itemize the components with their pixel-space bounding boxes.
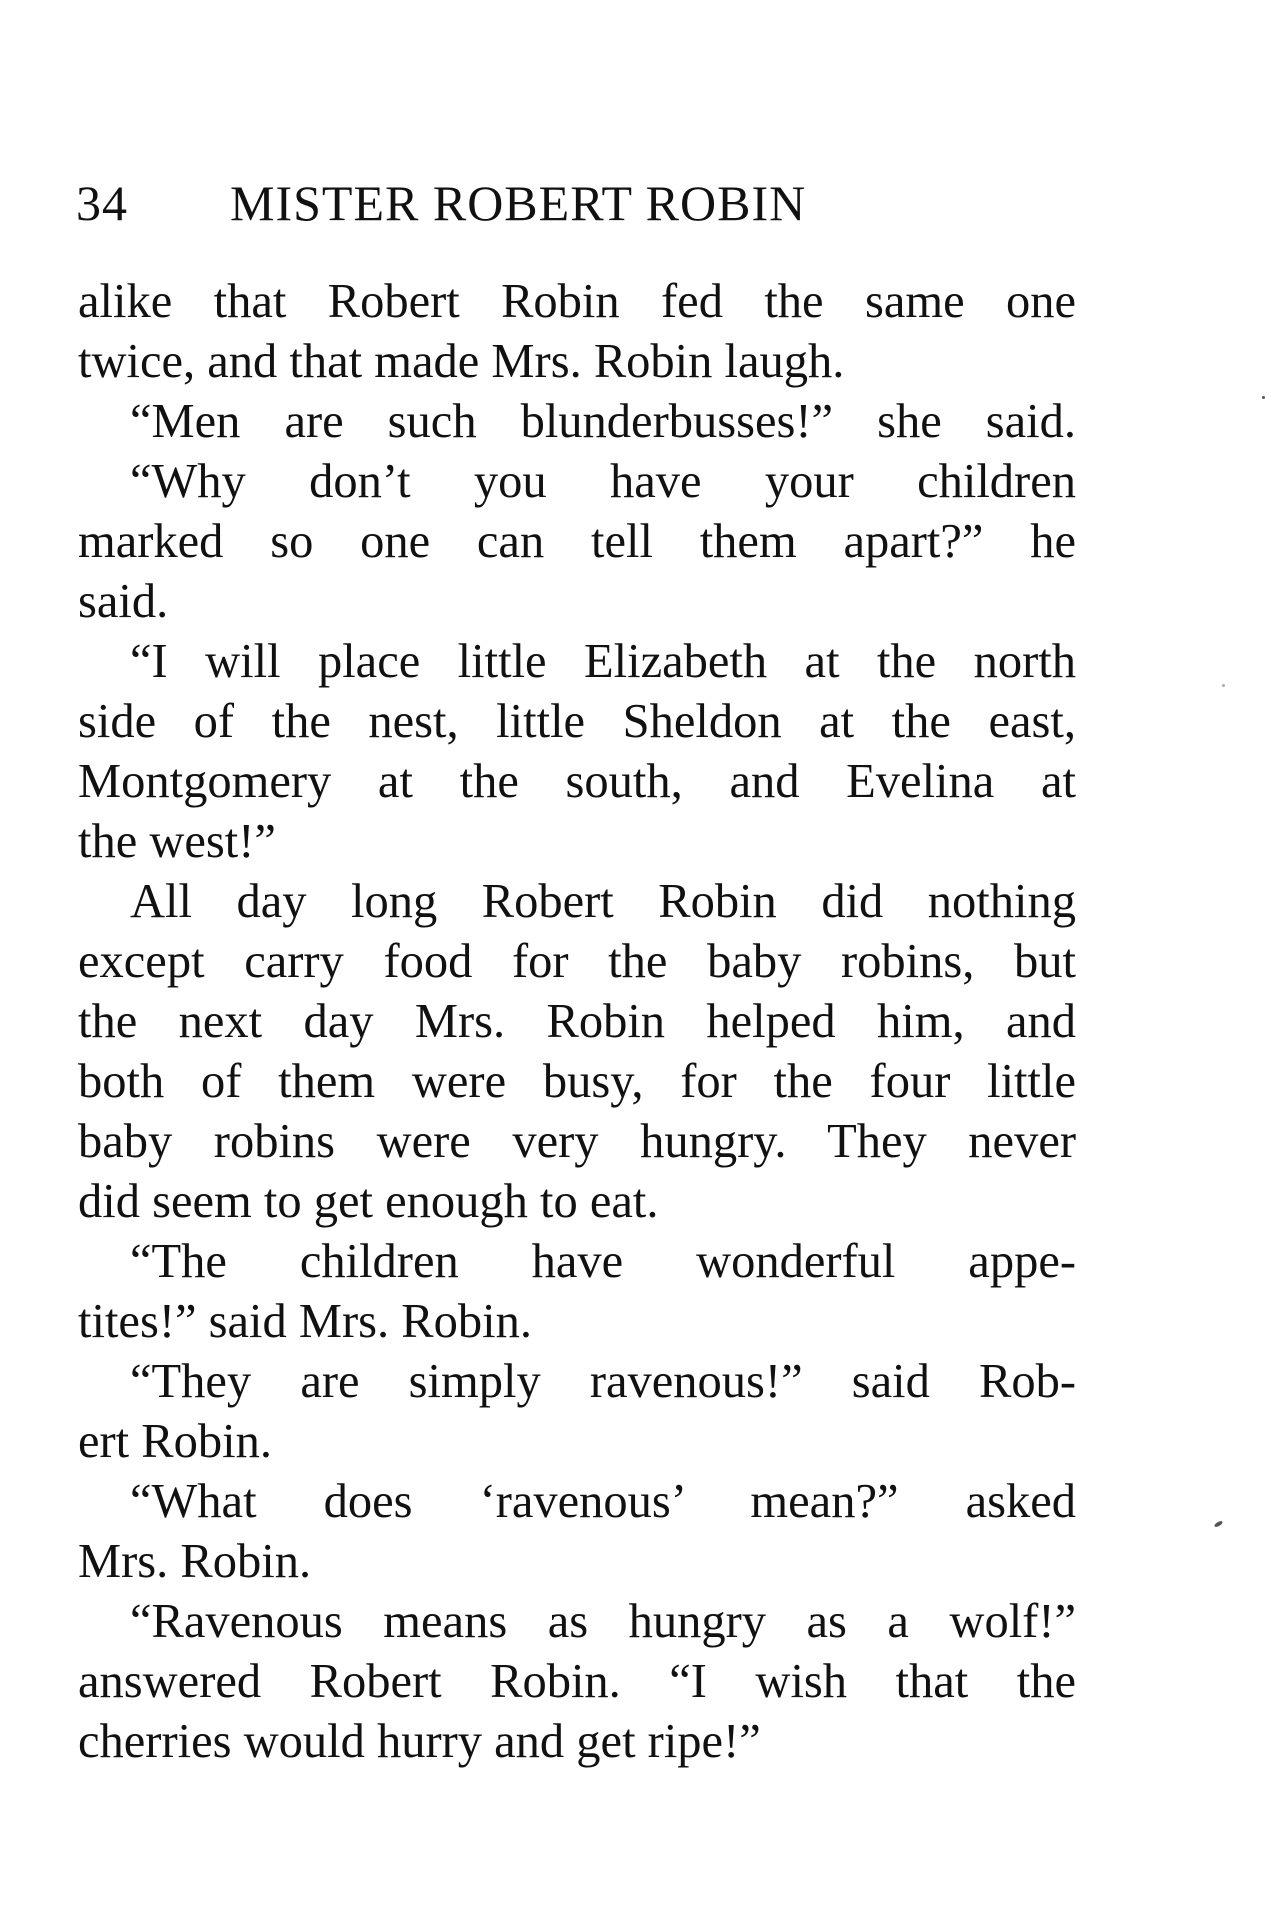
text-line: marked so one can tell them apart?” he — [78, 515, 1076, 568]
text-line: tites!” said Mrs. Robin. — [78, 1295, 532, 1348]
text-line: “Why don’t you have your children — [130, 455, 1076, 508]
text-line: Montgomery at the south, and Evelina at — [78, 755, 1076, 808]
text-line: “Ravenous means as hungry as a wolf!” — [130, 1595, 1076, 1648]
ink-speck — [1214, 1520, 1224, 1528]
text-line: All day long Robert Robin did nothing — [130, 875, 1076, 928]
text-line: answered Robert Robin. “I wish that the — [78, 1655, 1076, 1708]
text-line: the west!” — [78, 815, 276, 868]
body-text — [78, 272, 1076, 1772]
ink-speck — [1222, 684, 1225, 687]
text-line: the next day Mrs. Robin helped him, and — [78, 995, 1076, 1048]
text-line: “I will place little Elizabeth at the north — [130, 635, 1076, 688]
text-line: Mrs. Robin. — [78, 1535, 312, 1588]
text-line: “What does ‘ravenous’ mean?” asked — [130, 1475, 1076, 1528]
text-line: said. — [78, 575, 169, 628]
running-header — [76, 168, 1076, 238]
text-line: alike that Robert Robin fed the same one — [78, 275, 1076, 328]
page-number: 34 — [76, 175, 128, 231]
text-line: except carry food for the baby robins, but — [78, 935, 1076, 988]
text-line: “The children have wonderful appe- — [130, 1235, 1076, 1288]
text-line: did seem to get enough to eat. — [78, 1175, 659, 1228]
text-line: “They are simply ravenous!” said Rob- — [130, 1355, 1076, 1408]
text-line: baby robins were very hungry. They never — [78, 1115, 1076, 1168]
text-line: ert Robin. — [78, 1415, 272, 1468]
running-title: MISTER ROBERT ROBIN — [230, 175, 807, 231]
text-line: side of the nest, little Sheldon at the east, — [78, 695, 1076, 748]
text-line: “Men are such blunderbusses!” she said. — [130, 395, 1076, 448]
text-line: twice, and that made Mrs. Robin laugh. — [78, 335, 845, 388]
ink-speck — [1262, 396, 1265, 399]
text-line: both of them were busy, for the four little — [78, 1055, 1076, 1108]
text-line: cherries would hurry and get ripe!” — [78, 1715, 761, 1768]
